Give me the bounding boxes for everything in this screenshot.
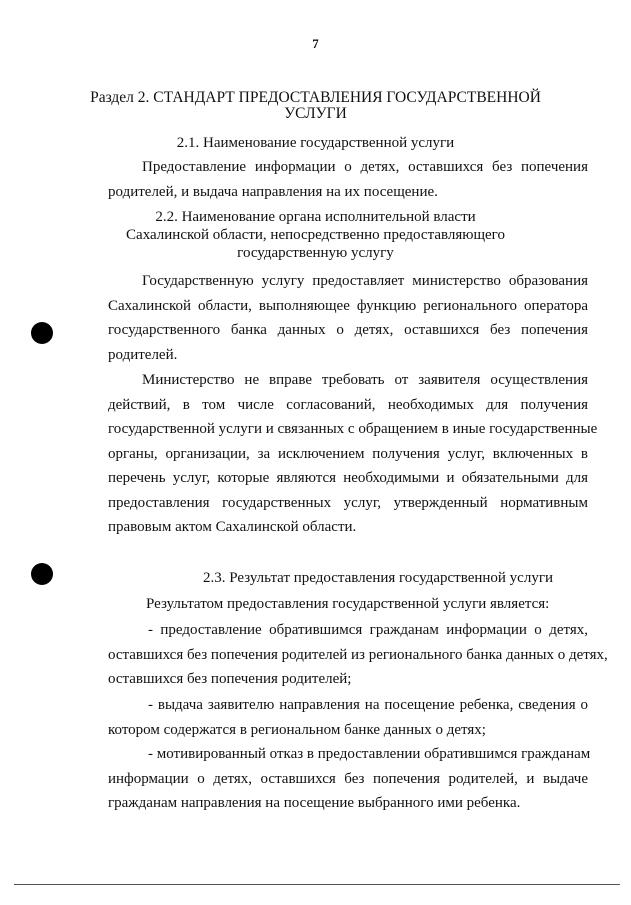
punch-hole [31, 563, 53, 585]
text-line: - предоставление обратившимся гражданам информации о детях, [148, 622, 588, 638]
text-line: родителей. [108, 346, 178, 363]
list-item-2 [108, 693, 588, 742]
text-line: - мотивированный отказ в предоставлении обратившимся гражданам [148, 746, 591, 762]
text-line: родителей, и выдача направления на их посещение. [108, 183, 438, 200]
intro-2-3: Результатом предоставления государственной услуги является: [146, 596, 550, 612]
heading-2-2-line3: государственную услугу [237, 245, 394, 261]
list-item-3 [108, 742, 591, 816]
text-line: - выдача заявителю направления на посещение ребенка, сведения о [148, 697, 588, 713]
text-line: информации о детях, оставшихся без попечения родителей, и выдаче [108, 770, 588, 787]
page-number: 7 [312, 36, 319, 51]
section-title-line2: УСЛУГИ [284, 105, 347, 122]
heading-2-2-line1: 2.2. Наименование органа исполнительной власти [155, 209, 476, 225]
text-line: Министерство не вправе требовать от заявителя осуществления [142, 372, 588, 388]
list-item-1 [108, 618, 608, 692]
text-line: оставшихся без попечения родителей; [108, 671, 352, 687]
text-line: предоставления государственных услуг, утвержденный нормативным [108, 494, 588, 511]
text-line: Сахалинской области, выполняющее функцию регионального оператора [108, 297, 588, 314]
text-line: действий, в том числе согласований, необходимых для получения [108, 396, 588, 413]
paragraph-2-2-b [108, 368, 598, 540]
punch-hole [31, 322, 53, 344]
text-line: правовым актом Сахалинской области. [108, 519, 357, 535]
text-line: государственной услуги и связанных с обращением в иные государственные [108, 421, 598, 437]
bottom-rule [14, 884, 620, 885]
text-line: Предоставление информации о детях, оставшихся без попечения [142, 159, 588, 175]
paragraph-2-2-a [108, 269, 588, 367]
paragraph-2-1 [108, 155, 588, 204]
text-line: котором содержатся в региональном банке данных о детях; [108, 721, 486, 738]
text-line: государственного банка данных о детях, оставшихся без попечения [108, 322, 588, 338]
text-line: органы, организации, за исключением получения услуг, включенных в [108, 445, 588, 462]
heading-2-2-line2: Сахалинской области, непосредственно предоставляющего [126, 227, 505, 243]
text-line: Государственную услугу предоставляет министерство образования [142, 273, 588, 289]
section-title-line1: Раздел 2. СТАНДАРТ ПРЕДОСТАВЛЕНИЯ ГОСУДАРСТВЕННОЙ [90, 89, 541, 106]
text-line: перечень услуг, которые являются необходимыми и обязательными для [108, 470, 588, 486]
text-line: оставшихся без попечения родителей из регионального банка данных о детях, [108, 646, 608, 663]
heading-2-3: 2.3. Результат предоставления государственной услуги [203, 570, 554, 586]
text-line: гражданам направления на посещение выбранного ими ребенка. [108, 795, 521, 811]
heading-2-1: 2.1. Наименование государственной услуги [176, 135, 455, 151]
